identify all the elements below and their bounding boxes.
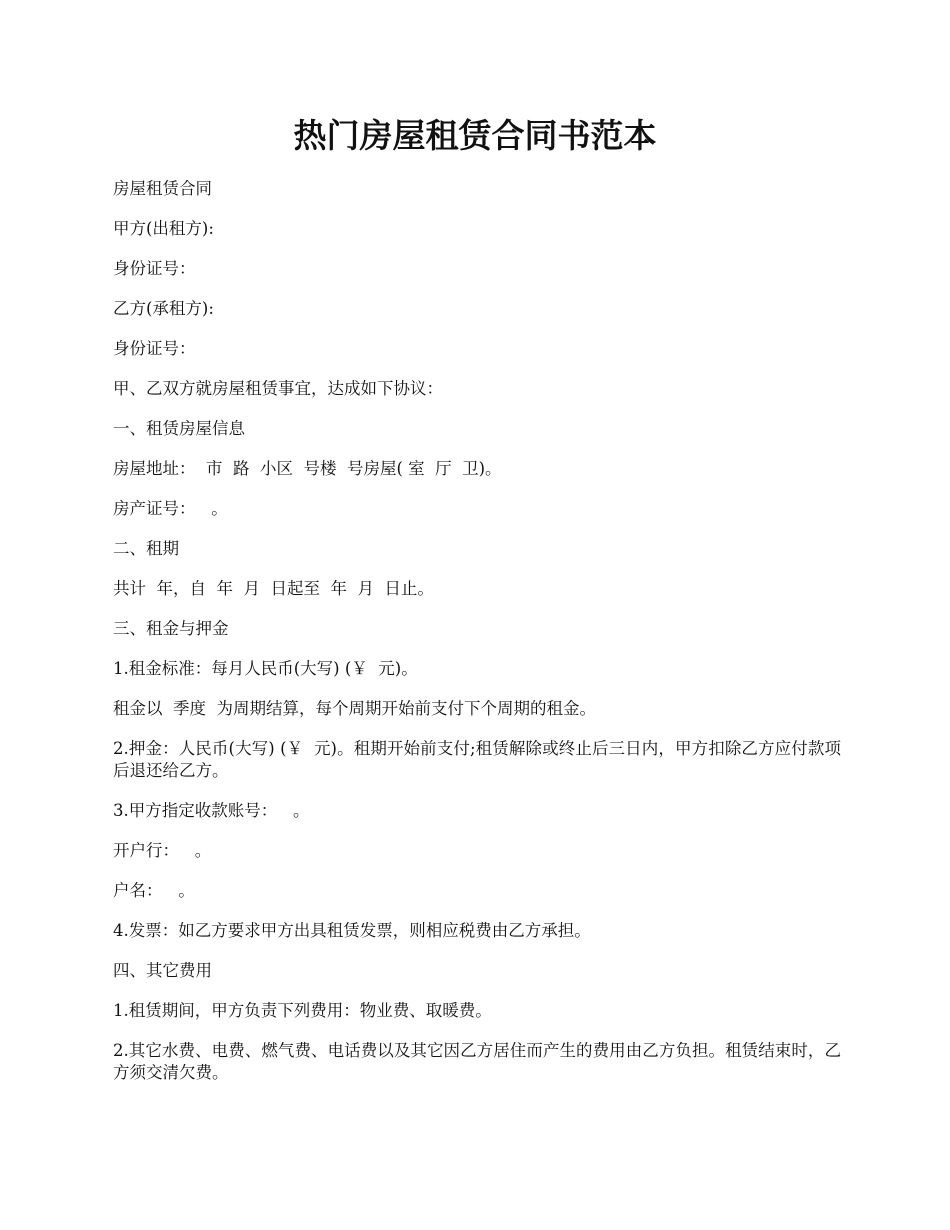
invoice-line: 4.发票：如乙方要求甲方出具租赁发票，则相应税费由乙方承担。 [113,921,591,940]
agreement-intro: 甲、乙双方就房屋租赁事宜，达成如下协议： [113,379,443,398]
section-4-heading: 四、其它费用 [113,961,212,980]
account-holder-line: 户名： 。 [113,881,195,900]
bank-name-line: 开户行： 。 [113,841,212,860]
rent-cycle-line: 租金以 季度 为周期结算，每个周期开始前支付下个周期的租金。 [113,699,596,718]
section-1-heading: 一、租赁房屋信息 [113,419,245,438]
section-3-heading: 三、租金与押金 [113,619,229,638]
rent-standard-line: 1.租金标准：每月人民币(大写) (￥ 元)。 [113,659,418,678]
bank-account-line: 3.甲方指定收款账号： 。 [113,801,310,820]
contract-heading: 房屋租赁合同 [113,179,212,198]
section-2-heading: 二、租期 [113,539,179,558]
deposit-paragraph: 2.押金：人民币(大写) (￥ 元)。租期开始前支付;租赁解除或终止后三日内，甲方扣除乙方应付款项后退还给乙方。 [113,739,841,780]
lease-term-line: 共计 年，自 年 月 日起至 年 月 日止。 [113,579,434,598]
party-a-id-line: 身份证号： [113,259,196,278]
tenant-fees-paragraph: 2.其它水费、电费、燃气费、电话费以及其它因乙方居住而产生的费用由乙方负担。租赁结束时，乙方须交清欠费。 [113,1041,841,1082]
property-cert-line: 房产证号： 。 [113,499,228,518]
landlord-fees-line: 1.租赁期间，甲方负责下列费用：物业费、取暖费。 [113,1001,492,1020]
party-b-id-line: 身份证号： [113,339,196,358]
document-body [113,178,841,1102]
document-title: 热门房屋租赁合同书范本 [293,116,657,155]
house-address-line: 房屋地址： 市 路 小区 号楼 号房屋( 室 厅 卫)。 [113,459,502,478]
party-b-line: 乙方(承租方): [113,299,214,318]
party-a-line: 甲方(出租方): [113,219,214,238]
